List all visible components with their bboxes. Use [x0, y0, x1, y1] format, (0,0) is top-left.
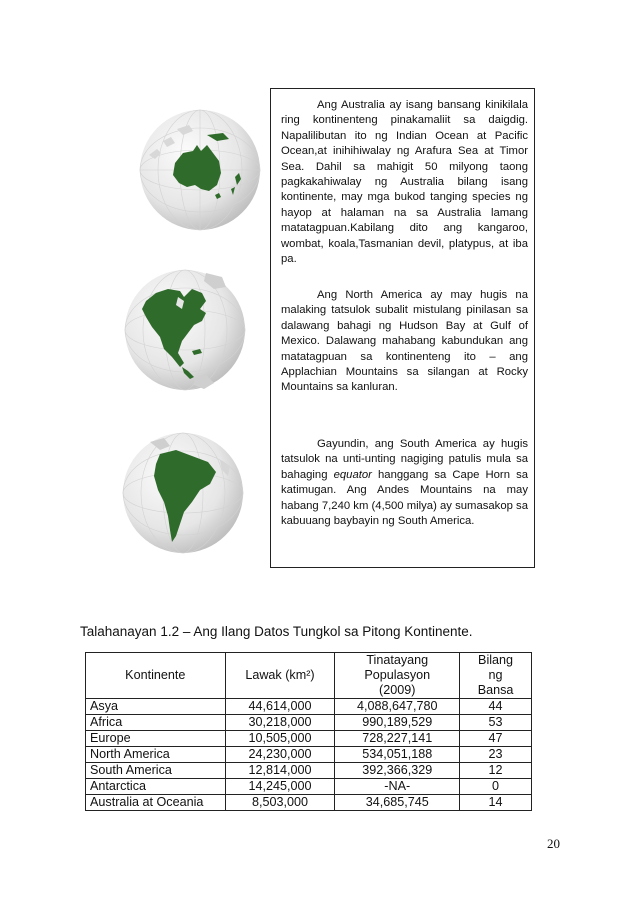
cell-population: 392,366,329 [335, 763, 460, 779]
south-america-paragraph [281, 437, 528, 529]
header-countries: Bilang ng Bansa [460, 653, 532, 699]
page-number: 20 [547, 836, 560, 851]
south-america-text-end: hanggang sa Cape Horn sa katimugan. Ang Andes Mountains na may habang 7,240 km (4,500 milya) ay sumasakop sa kabuuang baybayin ng South America. [281, 468, 528, 528]
north-america-paragraph [281, 288, 528, 396]
header-population: Tinatayang Populasyon (2009) [335, 653, 460, 699]
cell-area: 44,614,000 [225, 699, 335, 715]
australia-globe-image [137, 107, 263, 233]
cell-countries: 47 [460, 731, 532, 747]
cell-area: 30,218,000 [225, 715, 335, 731]
australia-paragraph [281, 98, 528, 267]
north-america-text: Ang North America ay may hugis na malaking tatsulok subalit mistulang pinilasan sa dalawang bahagi ng Hudson Bay at Gulf of Mexico. Dalawang mahabang kabundukan ang matatagpuan sa kontinenteng ito – ang Applachian Mountains sa silangan at Rocky Mountains sa kanluran. [281, 289, 528, 394]
table-row [86, 731, 532, 747]
cell-countries: 12 [460, 763, 532, 779]
cell-continent: Antarctica [86, 779, 226, 795]
cell-countries: 0 [460, 779, 532, 795]
cell-continent: Asya [86, 699, 226, 715]
cell-area: 8,503,000 [225, 795, 335, 811]
north-america-globe-image [122, 267, 248, 393]
south-america-text-italic: equator [333, 468, 372, 481]
cell-countries: 23 [460, 747, 532, 763]
table-caption: Talahanayan 1.2 – Ang Ilang Datos Tungkol sa Pitong Kontinente. [80, 624, 473, 639]
cell-continent: Africa [86, 715, 226, 731]
table-row [86, 795, 532, 811]
cell-population: 4,088,647,780 [335, 699, 460, 715]
table-row [86, 747, 532, 763]
table-row [86, 763, 532, 779]
cell-population: 728,227,141 [335, 731, 460, 747]
table-row [86, 715, 532, 731]
cell-countries: 53 [460, 715, 532, 731]
cell-continent: Europe [86, 731, 226, 747]
cell-population: 990,189,529 [335, 715, 460, 731]
table-header-row [86, 653, 532, 699]
cell-continent: South America [86, 763, 226, 779]
cell-continent: North America [86, 747, 226, 763]
cell-continent: Australia at Oceania [86, 795, 226, 811]
cell-population: 34,685,745 [335, 795, 460, 811]
south-america-text-start: Gayundin, ang South America ay hugis tatsulok na unti-unting nagiging patulis mula sa bahaging [281, 438, 528, 481]
australia-text: Ang Australia ay isang bansang kinikilala ring kontinenteng pinakamaliit sa daigdig. Napalilibutan ito ng Indian Ocean at Pacific Ocean,at inihihiwalay ng Arafura Sea at Timor Sea. Dahil sa mahigit 50 milyong taong pagkakahiwalay ng Australia bilang isang kontinente, may mga bukod tanging species ng hayop at halaman na sa Australia lamang matatagpuan.Kabilang dito ang kangaroo, wombat, koala,Tasmanian devil, platypus, at iba pa. [281, 99, 528, 266]
continent-data-table [85, 652, 532, 811]
cell-area: 12,814,000 [225, 763, 335, 779]
south-america-globe-image [120, 430, 246, 556]
table-row [86, 779, 532, 795]
cell-population: -NA- [335, 779, 460, 795]
cell-population: 534,051,188 [335, 747, 460, 763]
cell-countries: 14 [460, 795, 532, 811]
cell-area: 14,245,000 [225, 779, 335, 795]
header-area: Lawak (km²) [225, 653, 335, 699]
header-continent: Kontinente [86, 653, 226, 699]
continent-descriptions-box [270, 88, 535, 568]
table-row [86, 699, 532, 715]
cell-countries: 44 [460, 699, 532, 715]
cell-area: 24,230,000 [225, 747, 335, 763]
cell-area: 10,505,000 [225, 731, 335, 747]
